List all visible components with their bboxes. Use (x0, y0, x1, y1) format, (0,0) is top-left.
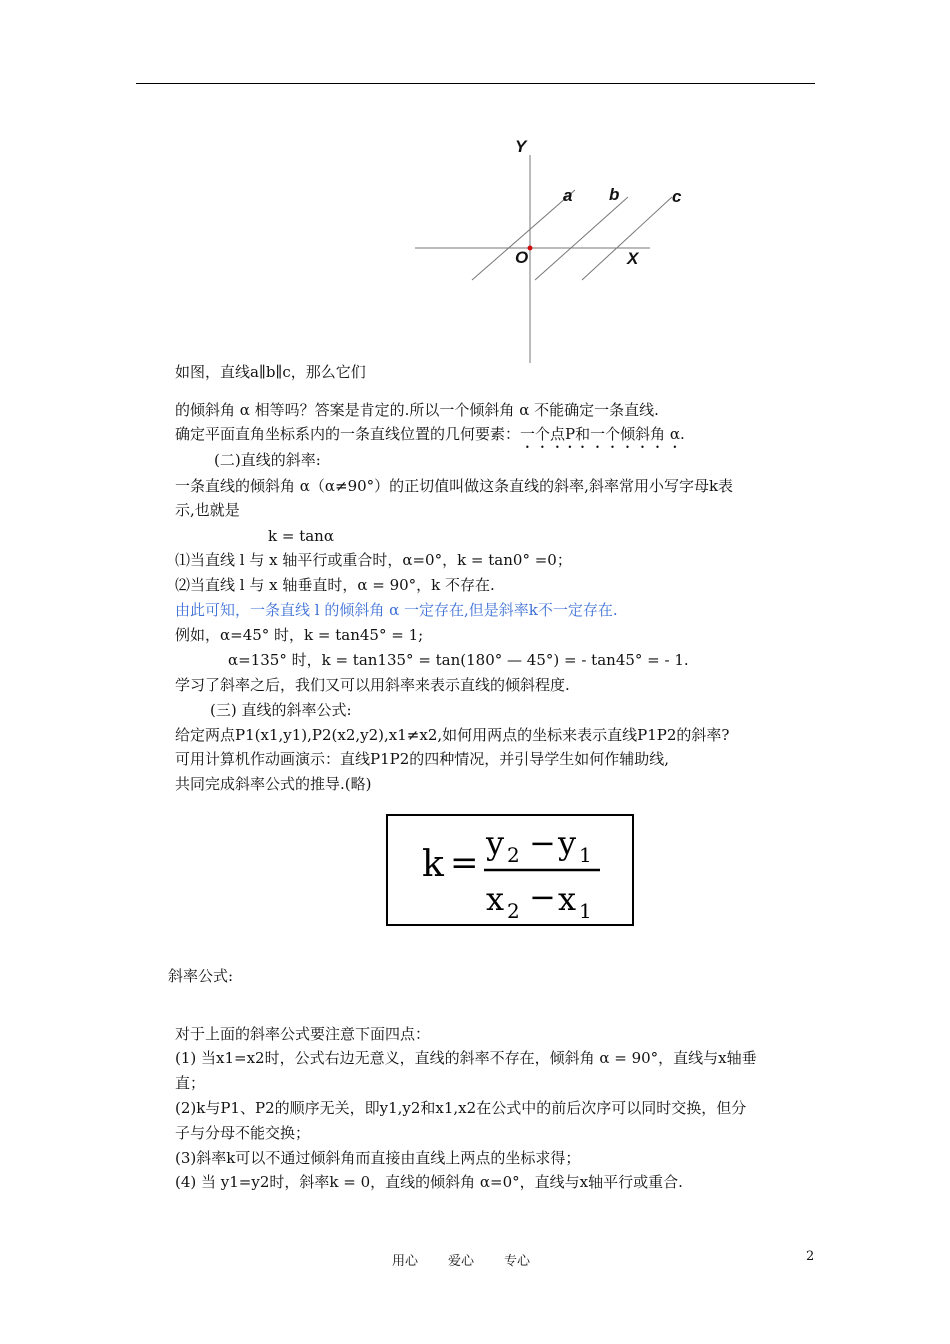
body-line: 的倾斜角 α 相等吗？答案是肯定的.所以一个倾斜角 α 不能确定一条直线. (175, 401, 659, 419)
formula-equals: = (450, 843, 479, 883)
x-axis-label: X (627, 249, 639, 268)
body-line (175, 424, 685, 452)
body-text: 确定平面直角坐标系内的一条直线位置的几何要素： (175, 425, 521, 443)
body-line: ⑴当直线 l 与 x 轴平行或重合时，α=0°，k = tan0° =0； (175, 551, 572, 569)
denominator-x1: x (558, 880, 577, 918)
numerator-y1: y (558, 824, 577, 862)
body-line: 可用计算机作动画演示：直线P1P2的四种情况，并引导学生如何作辅助线, (175, 750, 670, 768)
body-line: 学习了斜率之后，我们又可以用斜率来表示直线的倾斜程度. (175, 676, 570, 694)
body-line: 给定两点P1(x1,y1),P2(x2,y2),x1≠x2,如何用两点的坐标来表示直线P1P2的斜率? (175, 726, 730, 744)
body-line: 对于上面的斜率公式要注意下面四点： (175, 1025, 431, 1043)
denominator-x2: x (486, 880, 505, 918)
body-line: 共同完成斜率公式的推导.(略) (175, 775, 372, 793)
line-c-label: c (672, 187, 682, 206)
section-title: (三) 直线的斜率公式: (210, 701, 352, 719)
line-b (535, 197, 628, 280)
denominator-minus: − (529, 878, 556, 916)
body-text: . (680, 425, 685, 443)
section-title: (二)直线的斜率: (214, 451, 321, 469)
denominator-x1-sub: 1 (579, 899, 592, 923)
note-line: 直； (175, 1074, 206, 1092)
body-line: 例如，α=45° 时，k = tan45° = 1; (175, 626, 424, 644)
parallel-lines-diagram (410, 135, 680, 370)
numerator-y2: y (486, 824, 505, 862)
footer-text: 用心 (392, 1254, 419, 1269)
formula-lhs: k (422, 844, 444, 885)
note-line: (2)k与P1、P2的顺序无关，即y1,y2和x1,x2在公式中的前后次序可以同时交换，但分 (175, 1099, 747, 1117)
note-line: (3)斜率k可以不通过倾斜角而直接由直线上两点的坐标求得； (175, 1149, 581, 1167)
origin-label: O (515, 248, 529, 267)
body-line: 如图，直线a∥b∥c，那么它们 (175, 363, 366, 381)
emphasized-text: 一个点P和一个倾斜角 α (520, 425, 681, 443)
slope-formula (388, 816, 632, 924)
footer-text: 爱心 (448, 1254, 475, 1269)
y-axis-label: Y (515, 137, 527, 156)
note-line: (4) 当 y1=y2时，斜率k = 0，直线的倾斜角 α=0°，直线与x轴平行或重合. (175, 1173, 683, 1191)
numerator-y1-sub: 1 (579, 843, 592, 867)
highlight-line: 由此可知，一条直线 l 的倾斜角 α 一定存在,但是斜率k不一定存在. (175, 601, 618, 619)
body-line: ⑵当直线 l 与 x 轴垂直时，α = 90°，k 不存在. (175, 576, 495, 594)
note-line: 子与分母不能交换； (175, 1124, 311, 1142)
footer-text: 专心 (504, 1254, 531, 1269)
numerator-minus: − (529, 824, 556, 862)
note-line: (1) 当x1=x2时，公式右边无意义，直线的斜率不存在，倾斜角 α = 90°，直线与x轴垂 (175, 1049, 757, 1067)
line-a-label: a (563, 186, 573, 205)
body-line: α=135° 时，k = tan135° = tan(180° — 45°) = - tan45° = - 1. (228, 651, 689, 669)
denominator-x2-sub: 2 (507, 899, 520, 923)
body-line: k = tanα (268, 527, 334, 545)
body-line: 示,也就是 (175, 501, 240, 519)
page-number: 2 (806, 1249, 815, 1264)
numerator-y2-sub: 2 (507, 843, 520, 867)
body-line: 一条直线的倾斜角 α（α≠90°）的正切值叫做这条直线的斜率,斜率常用小写字母k表 (175, 477, 734, 495)
origin-point (528, 246, 533, 251)
header-rule (136, 83, 815, 84)
line-b-label: b (609, 185, 620, 204)
formula-label: 斜率公式: (168, 967, 234, 985)
